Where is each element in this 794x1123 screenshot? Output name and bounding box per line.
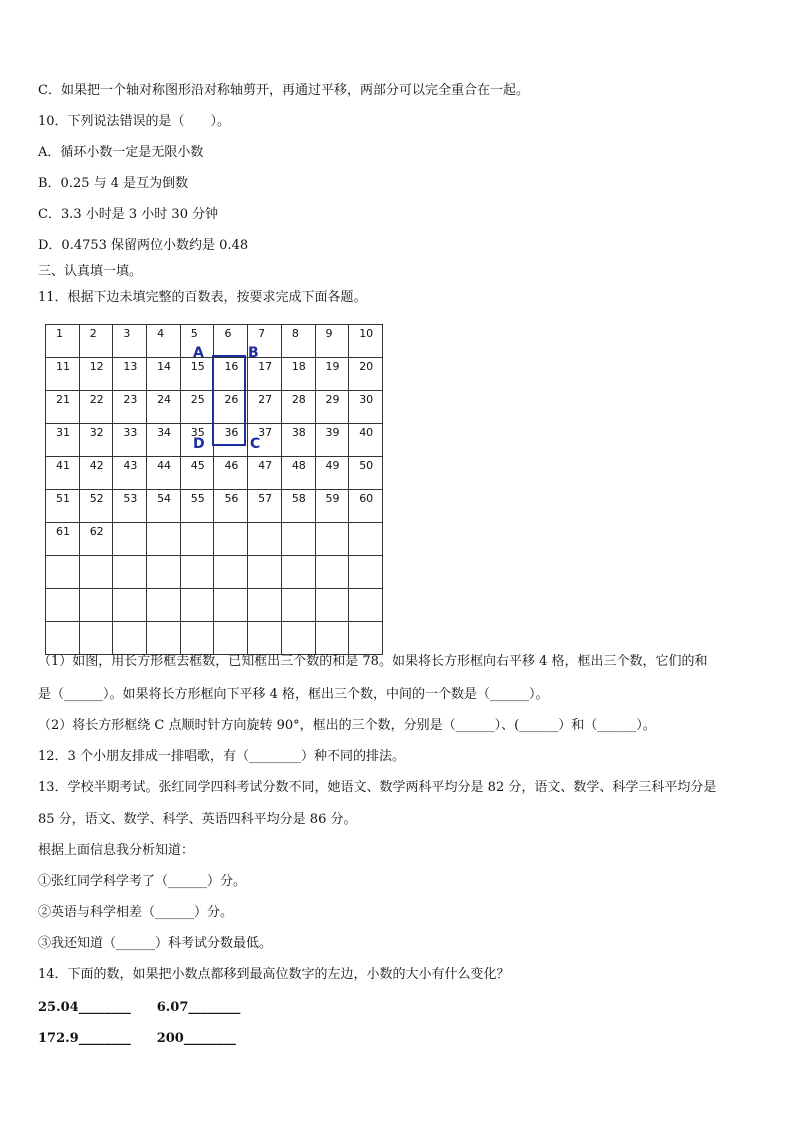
grid-cell: [180, 523, 214, 556]
grid-cell: 2: [79, 325, 113, 358]
question-12: 12．3 个小朋友排成一排唱歌，有（________）种不同的排法。: [38, 749, 405, 764]
grid-cell: [349, 589, 383, 622]
grid-cell: [281, 589, 315, 622]
label-c: C: [250, 436, 261, 452]
grid-cell: 61: [46, 523, 80, 556]
grid-cell: 52: [79, 490, 113, 523]
grid-cell: [214, 556, 248, 589]
grid-cell: [315, 589, 349, 622]
grid-cell: 15: [180, 358, 214, 391]
grid-cell: 38: [281, 424, 315, 457]
question-11: 11．根据下边未填完整的百数表，按要求完成下面各题。: [38, 290, 367, 305]
grid-cell: 44: [147, 457, 181, 490]
question-10: 10．下列说法错误的是（ ）。: [38, 114, 231, 129]
q10-option-a: A．循环小数一定是无限小数: [38, 145, 204, 160]
grid-cell: 23: [113, 391, 147, 424]
grid-cell: 19: [315, 358, 349, 391]
grid-cell: 16: [214, 358, 248, 391]
grid-cell: [46, 556, 80, 589]
grid-cell: [315, 556, 349, 589]
grid-cell: 36: [214, 424, 248, 457]
q10-option-b: B．0.25 与 4 是互为倒数: [38, 176, 189, 191]
grid-cell: 60: [349, 490, 383, 523]
grid-cell: 17: [248, 358, 282, 391]
grid-cell: 11: [46, 358, 80, 391]
grid-cell: [214, 589, 248, 622]
grid-cell: 32: [79, 424, 113, 457]
option-c-line: C．如果把一个轴对称图形沿对称轴剪开，再通过平移，两部分可以完全重合在一起。: [38, 83, 529, 98]
label-b: B: [248, 345, 259, 361]
grid-cell: 49: [315, 457, 349, 490]
grid-cell: 57: [248, 490, 282, 523]
grid-cell: [113, 523, 147, 556]
grid-cell: [349, 556, 383, 589]
grid-cell: [147, 523, 181, 556]
grid-cell: 56: [214, 490, 248, 523]
grid-cell: [113, 556, 147, 589]
grid-cell: [79, 556, 113, 589]
grid-row: [46, 622, 383, 655]
grid-cell: 7: [248, 325, 282, 358]
q10-option-d: D．0.4753 保留两位小数约是 0.48: [38, 238, 249, 253]
grid-cell: 13: [113, 358, 147, 391]
grid-cell: [46, 622, 80, 655]
grid-cell: 30: [349, 391, 383, 424]
grid-cell: 33: [113, 424, 147, 457]
question-13-e: ②英语与科学相差（______）分。: [38, 905, 234, 920]
question-14: 14．下面的数，如果把小数点都移到最高位数字的左边，小数的大小有什么变化？: [38, 967, 510, 982]
grid-cell: 55: [180, 490, 214, 523]
grid-cell: 24: [147, 391, 181, 424]
grid-cell: [248, 622, 282, 655]
grid-cell: 28: [281, 391, 315, 424]
q11-part2: （2）将长方形框绕 C 点顺时针方向旋转 90°，框出的三个数，分别是（______）、(______）和（______）。: [38, 718, 656, 733]
grid-cell: [214, 523, 248, 556]
grid-cell: 21: [46, 391, 80, 424]
grid-cell: 3: [113, 325, 147, 358]
grid-cell: [113, 589, 147, 622]
question-13-d: ①张红同学科学考了（______）分。: [38, 874, 247, 889]
grid-cell: [281, 556, 315, 589]
grid-cell: 35: [180, 424, 214, 457]
grid-cell: 14: [147, 358, 181, 391]
grid-cell: 40: [349, 424, 383, 457]
grid-cell: 29: [315, 391, 349, 424]
grid-cell: 42: [79, 457, 113, 490]
grid-cell: 43: [113, 457, 147, 490]
question-13-f: ③我还知道（______）科考试分数最低。: [38, 936, 273, 951]
grid-cell: 6: [214, 325, 248, 358]
grid-cell: [281, 622, 315, 655]
question-13-b: 85 分，语文、数学、科学、英语四科平均分是 86 分。: [38, 812, 357, 827]
grid-cell: 48: [281, 457, 315, 490]
grid-row: [46, 589, 383, 622]
grid-cell: [214, 622, 248, 655]
grid-cell: 45: [180, 457, 214, 490]
grid-cell: [79, 589, 113, 622]
grid-cell: 47: [248, 457, 282, 490]
grid-cell: [147, 589, 181, 622]
grid-cell: 1: [46, 325, 80, 358]
grid-cell: 41: [46, 457, 80, 490]
grid-row: [46, 556, 383, 589]
grid-cell: 51: [46, 490, 80, 523]
grid-cell: [248, 556, 282, 589]
question-14-row-1: 25.04________ 6.07________: [38, 1000, 241, 1015]
grid-cell: [248, 523, 282, 556]
grid-cell: [315, 622, 349, 655]
grid-cell: 31: [46, 424, 80, 457]
grid-cell: 12: [79, 358, 113, 391]
grid-row: [46, 457, 383, 490]
grid-cell: [349, 622, 383, 655]
grid-cell: 37: [248, 424, 282, 457]
grid-cell: 10: [349, 325, 383, 358]
grid-cell: [180, 589, 214, 622]
grid-cell: [281, 523, 315, 556]
section-3-heading: 三、认真填一填。: [38, 264, 143, 279]
grid-row: [46, 325, 383, 358]
grid-cell: [180, 556, 214, 589]
grid-cell: 26: [214, 391, 248, 424]
grid-cell: 4: [147, 325, 181, 358]
grid-cell: 27: [248, 391, 282, 424]
question-13-c: 根据上面信息我分析知道：: [38, 843, 195, 858]
grid-cell: 25: [180, 391, 214, 424]
question-13-a: 13．学校半期考试。张红同学四科考试分数不同，她语文、数学两科平均分是 82 分，语文、数学、科学三科平均分是: [38, 780, 717, 795]
grid-cell: 39: [315, 424, 349, 457]
q11-part1-a: （1）如图，用长方形框去框数，已知框出三个数的和是 78。如果将长方形框向右平移 4 格，框出三个数，它们的和: [38, 654, 708, 669]
rectangle-frame: [212, 355, 246, 446]
q10-option-c: C．3.3 小时是 3 小时 30 分钟: [38, 207, 219, 222]
grid-cell: 18: [281, 358, 315, 391]
grid-cell: [248, 589, 282, 622]
grid-cell: 54: [147, 490, 181, 523]
grid-cell: 5: [180, 325, 214, 358]
grid-cell: 58: [281, 490, 315, 523]
grid-cell: 9: [315, 325, 349, 358]
grid-cell: [180, 622, 214, 655]
grid-cell: [113, 622, 147, 655]
grid-cell: [46, 589, 80, 622]
grid-row: [46, 490, 383, 523]
grid-cell: 46: [214, 457, 248, 490]
grid-cell: [147, 622, 181, 655]
q11-part1-b: 是（______）。如果将长方形框向下平移 4 格，框出三个数，中间的一个数是（______）。: [38, 687, 549, 702]
label-a: A: [193, 345, 204, 361]
grid-cell: 62: [79, 523, 113, 556]
grid-cell: 22: [79, 391, 113, 424]
question-14-row-2: 172.9________ 200________: [38, 1031, 236, 1046]
grid-cell: [349, 523, 383, 556]
grid-cell: [79, 622, 113, 655]
label-d: D: [193, 436, 205, 452]
grid-cell: 50: [349, 457, 383, 490]
grid-cell: 53: [113, 490, 147, 523]
grid-cell: 34: [147, 424, 181, 457]
grid-cell: [147, 556, 181, 589]
grid-cell: [315, 523, 349, 556]
grid-row: [46, 523, 383, 556]
grid-cell: 59: [315, 490, 349, 523]
grid-cell: 20: [349, 358, 383, 391]
grid-cell: 8: [281, 325, 315, 358]
